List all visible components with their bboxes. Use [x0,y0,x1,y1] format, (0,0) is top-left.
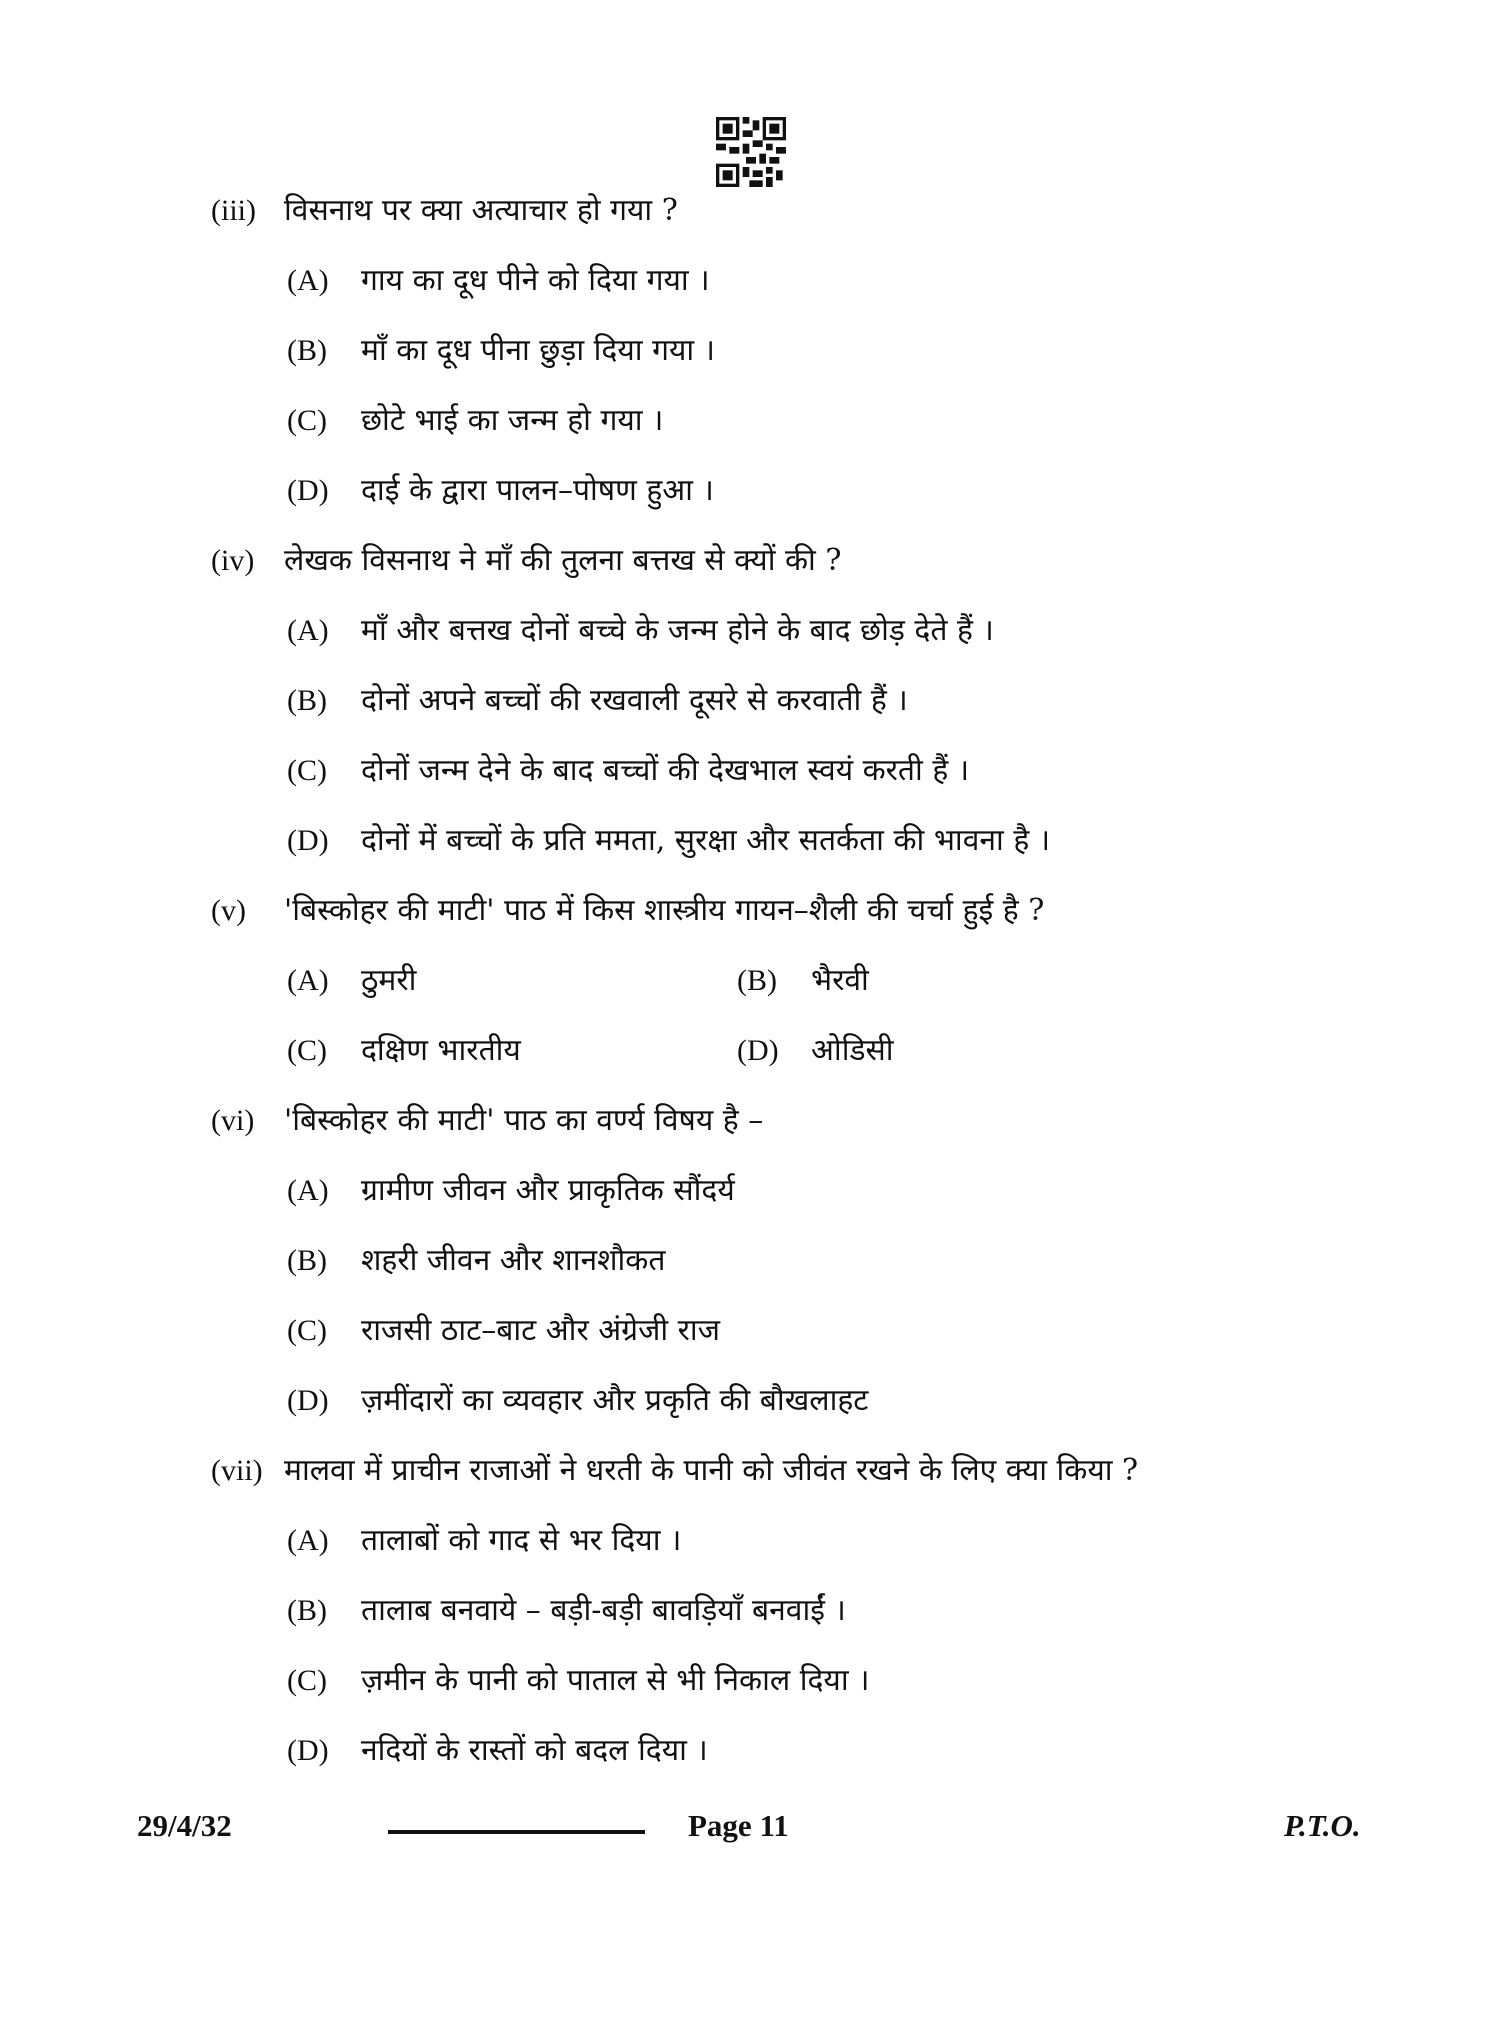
question-number: (vii) [211,1454,263,1487]
option-label: (C) [287,1664,327,1697]
option-text: भैरवी [811,963,869,998]
paper-code: 29/4/32 [137,1808,232,1843]
question-number: (vi) [211,1104,255,1137]
option-text: ज़मींदारों का व्यवहार और प्रकृति की बौखलाहट [361,1383,869,1418]
option-label: (A) [287,1174,329,1207]
option-text: दक्षिण भारतीय [361,1033,521,1068]
option-label: (C) [287,1034,327,1067]
option-b [287,681,908,721]
option-label: (D) [287,1734,329,1767]
option-b [287,1241,665,1281]
question-text: मालवा में प्राचीन राजाओं ने धरती के पानी को जीवंत रखने के लिए क्या किया ? [284,1453,1139,1488]
option-c [287,1661,870,1701]
option-text: दोनों अपने बच्चों की रखवाली दूसरे से करवाती हैं । [361,683,908,718]
option-text: तालाब बनवाये – बड़ी-बड़ी बावड़ियाँ बनवाईं । [361,1593,846,1628]
option-text: ज़मीन के पानी को पाताल से भी निकाल दिया । [361,1663,870,1698]
option-text: छोटे भाई का जन्म हो गया । [361,403,664,438]
option-label: (B) [287,1594,327,1627]
question-v [211,891,1044,931]
option-c [287,1031,521,1071]
option-c [287,401,663,441]
option-text: राजसी ठाट–बाट और अंग्रेजी राज [361,1313,720,1348]
option-label: (A) [287,264,329,297]
question-number: (iii) [211,194,256,227]
option-a [287,1521,681,1561]
footer-rule [388,1830,645,1834]
option-text: ग्रामीण जीवन और प्राकृतिक सौंदर्य [361,1173,735,1208]
option-text: दाई के द्वारा पालन–पोषण हुआ । [361,473,714,508]
option-d [287,821,1050,861]
option-label: (C) [287,754,327,787]
question-iii [211,191,678,231]
pto-label: P.T.O. [1284,1808,1361,1843]
option-label: (B) [287,334,327,367]
option-label: (C) [287,404,327,437]
option-label: (D) [287,1384,329,1417]
option-text: दोनों जन्म देने के बाद बच्चों की देखभाल स्वयं करती हैं । [361,753,970,788]
option-label: (A) [287,614,329,647]
question-text: 'बिस्कोहर की माटी' पाठ का वर्ण्य विषय है – [284,1103,764,1138]
option-b [287,1591,846,1631]
qr-code-icon [716,117,786,187]
option-text: शहरी जीवन और शानशौकत [361,1243,666,1278]
option-b [287,331,715,371]
option-text: नदियों के रास्तों को बदल दिया । [361,1733,708,1768]
option-label: (B) [287,1244,327,1277]
option-label: (D) [737,1034,779,1067]
question-text: लेखक विसनाथ ने माँ की तुलना बत्तख से क्यों की ? [284,543,842,578]
option-text: ओडिसी [811,1033,894,1068]
option-label: (A) [287,964,329,997]
option-a [287,1171,735,1211]
question-text: विसनाथ पर क्या अत्याचार हो गया ? [284,193,678,228]
option-c [287,1311,720,1351]
option-d [287,1381,868,1421]
option-a [287,611,994,651]
option-label: (B) [737,964,777,997]
question-vii [211,1451,1138,1491]
option-a [287,261,710,301]
question-text: 'बिस्कोहर की माटी' पाठ में किस शास्त्रीय गायन–शैली की चर्चा हुई है ? [284,893,1045,928]
question-number: (v) [211,894,246,927]
option-d [287,1731,708,1771]
option-text: माँ का दूध पीना छुड़ा दिया गया । [361,333,716,368]
option-label: (B) [287,684,327,717]
option-c [287,751,969,791]
option-d [287,471,714,511]
question-vi [211,1101,763,1141]
option-text: ठुमरी [361,963,417,998]
option-label: (D) [287,824,329,857]
option-text: तालाबों को गाद से भर दिया । [361,1523,682,1558]
option-text: दोनों में बच्चों के प्रति ममता, सुरक्षा और सतर्कता की भावना है । [361,823,1051,858]
option-text: माँ और बत्तख दोनों बच्चे के जन्म होने के बाद छोड़ देते हैं । [361,613,994,648]
question-number: (iv) [211,544,255,577]
question-iv [211,541,841,581]
option-label: (D) [287,474,329,507]
option-a [287,961,416,1001]
option-d [737,1031,894,1071]
page-number: Page 11 [688,1808,789,1843]
option-label: (C) [287,1314,327,1347]
option-text: गाय का दूध पीने को दिया गया । [361,263,710,298]
option-b [737,961,869,1001]
option-label: (A) [287,1524,329,1557]
